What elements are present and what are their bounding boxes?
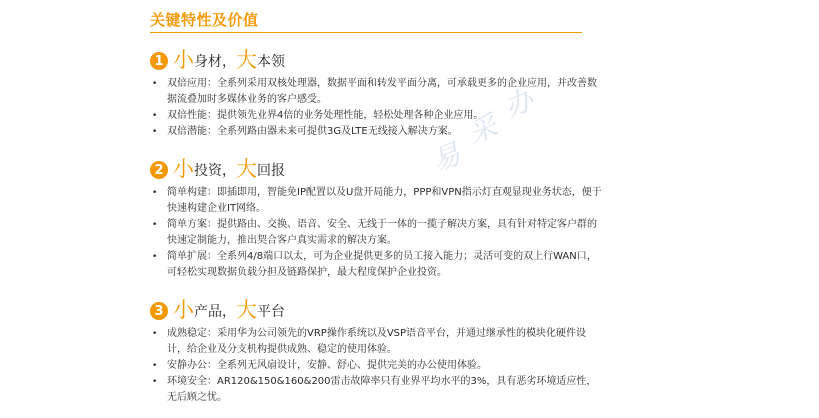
bullet-text: 双倍潜能：全系列路由器未来可提供3G及LTE无线接入解决方案。 [167,126,458,137]
section-heading-part1: 产品， [194,304,236,320]
section-big-char: 大 [236,157,257,181]
section-small-char: 小 [173,48,194,72]
section-small-char: 小 [173,298,194,322]
bullet-text: 简单扩展：全系列4/8端口以太，可为企业提供更多的员工接入能力；灵活可变的双上行WAN口，可轻松实现数据负载分担及链路保护，最大程度保护企业投资。 [167,251,597,278]
bullet-text: 双倍应用：全系列采用双核处理器，数据平面和转发平面分离，可承载更多的企业应用，并改善数据流叠加时多媒体业务的客户感受。 [167,78,597,105]
section-big-char: 大 [236,298,257,322]
bullet-dot-icon: • [152,361,158,371]
section-heading-part2: 本领 [257,54,285,70]
watermark-char: 易 [427,136,466,178]
page-title: 关键特性及价值 [150,11,259,29]
section-heading-part2: 回报 [257,163,285,179]
bullet-list [150,76,610,140]
bullet-item [150,358,603,374]
bullet-item [150,108,603,124]
bullet-dot-icon: • [152,79,158,89]
section-number-badge: 2 [150,161,168,179]
bullet-list [150,185,610,281]
bullet-text: 简单构建：即插即用，智能免IP配置以及U盘开局能力，PPP和VPN指示灯直观显现业务状态，便于快速构建企业IT网络。 [167,187,602,214]
section-number-badge: 3 [150,302,168,320]
section-heading-part2: 平台 [257,304,285,320]
section-3 [150,296,610,406]
bullet-text: 成熟稳定：采用华为公司领先的VRP操作系统以及VSP语音平台，并通过继承性的模块化硬件设计，给企业及分支机构提供成熟、稳定的使用体验。 [167,328,587,355]
bullet-item [150,249,603,281]
bullet-item [150,185,603,217]
bullet-text: 简单方案：提供路由、交换、语音、安全、无线于一体的一揽子解决方案，具有针对特定客户群的快速定制能力，推出契合客户真实需求的解决方案。 [167,219,597,246]
bullet-dot-icon: • [152,329,158,339]
bullet-dot-icon: • [152,127,158,137]
watermark-char: 采 [463,108,502,150]
section-heading-part1: 投资， [194,163,236,179]
section-small-char: 小 [173,157,194,181]
watermark-char: 办 [499,82,538,124]
section-2 [150,155,610,281]
bullet-dot-icon: • [152,252,158,262]
section-header [150,46,610,74]
section-heading-part1: 身材， [194,54,236,70]
bullet-text: 安静办公：全系列无风扇设计，安静、舒心、提供完美的办公使用体验。 [167,360,487,371]
bullet-dot-icon: • [152,188,158,198]
section-number-badge: 1 [150,52,168,70]
bullet-text: 双倍性能：提供领先业界4倍的业务处理性能，轻松处理各种企业应用。 [167,110,484,121]
section-header [150,296,610,324]
bullet-dot-icon: • [152,220,158,230]
bullet-item [150,374,603,406]
bullet-item [150,76,603,108]
section-header [150,155,610,183]
bullet-text: 环境安全：AR120&150&160&200雷击故障率只有业界平均水平的3%，具有恶劣环境适应性，无后顾之忧。 [167,376,597,403]
bullet-item [150,326,603,358]
bullet-dot-icon: • [152,111,158,121]
section-1 [150,46,610,140]
section-big-char: 大 [236,48,257,72]
bullet-list [150,326,610,406]
bullet-item [150,124,603,140]
bullet-dot-icon: • [152,377,158,387]
title-underline [150,32,582,33]
bullet-item [150,217,603,249]
